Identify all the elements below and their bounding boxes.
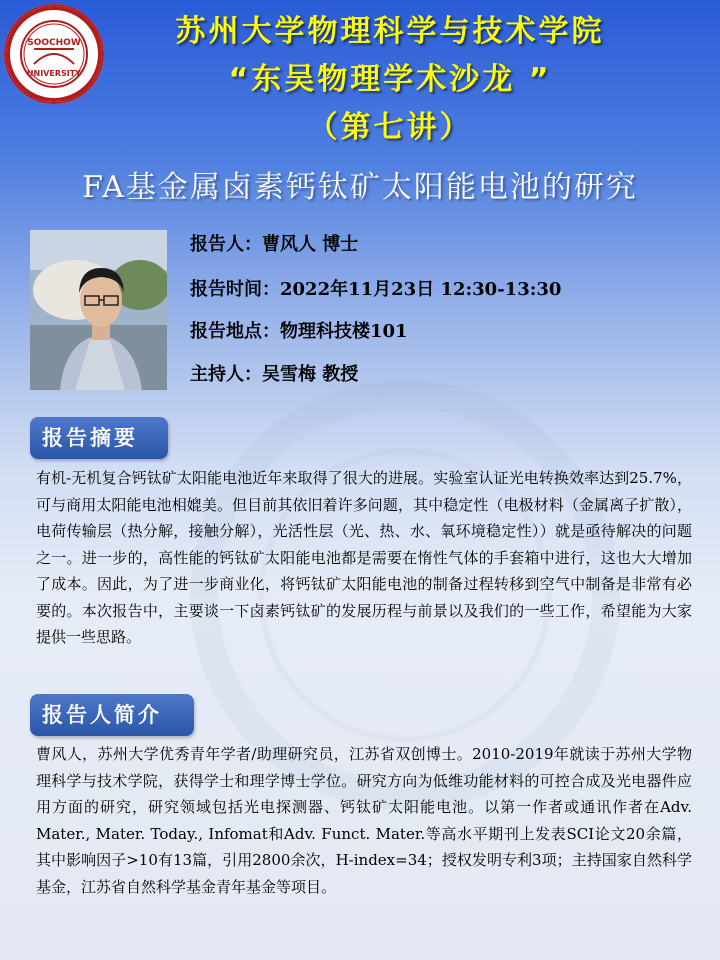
title-line-3: （第七讲） <box>307 110 473 145</box>
time-line: 报告时间：2022年11月23日 12:30-13:30 <box>190 279 562 300</box>
bio-text: 曹风人，苏州大学优秀青年学者/助理研究员，江苏省双创博士。2010-2019年就读于苏州大学物理科学与技术学院，获得学士和理学博士学位。研究方向为低维功能材料的可控合成及光电器件应用方面的研究，研究领域包括光电探测器、钙钛矿太阳能电池。以第一作者或通讯作者在Adv. Mater., Mater. Today., Infomat和Adv. Funct. Mater.等高水平期刊上发表SCI论文20余篇，其中影响因子>10有13篇，引用2800余次，H-index=34；授权发明专利3项；主持国家自然科学基金，江苏省自然科学基金青年基金等项目。 <box>36 745 692 896</box>
logo-text-bottom: UNIVERSITY <box>27 69 81 78</box>
logo-text-top: SOOCHOW <box>27 38 81 48</box>
abstract-heading: 报告摘要 <box>30 417 168 459</box>
title-line-2: “东吴物理学术沙龙 ” <box>228 62 552 97</box>
abstract-text: 有机-无机复合钙钛矿太阳能电池近年来取得了很大的进展。实验室认证光电转换效率达到25.7%，可与商用太阳能电池相媲美。但目前其依旧着许多问题，其中稳定性（电极材料（金属离子扩散），电荷传输层（热分解，接触分解），光活性层（光、热、水、氧环境稳定性））就是亟待解决的问题之一。进一步的，高性能的钙钛矿太阳能电池都是需要在惰性气体的手套箱中进行，这也大大增加了成本。因此，为了进一步商业化，将钙钛矿太阳能电池的制备过程转移到空气中制备是非常有必要的。本次报告中，主要谈一下卤素钙钛矿的发展历程与前景以及我们的一些工作，希望能为大家提供一些思路。 <box>36 469 692 646</box>
university-logo <box>4 4 104 104</box>
host-line: 主持人：吴雪梅 教授 <box>190 364 359 385</box>
location-line: 报告地点：物理科技楼101 <box>190 321 408 342</box>
bio-heading: 报告人简介 <box>30 694 194 736</box>
title-line-1: 苏州大学物理科学与技术学院 <box>175 14 605 49</box>
talk-topic: FA基金属卤素钙钛矿太阳能电池的研究 <box>82 170 638 205</box>
speaker-line: 报告人：曹风人 博士 <box>190 234 359 255</box>
speaker-portrait-icon <box>30 230 167 390</box>
